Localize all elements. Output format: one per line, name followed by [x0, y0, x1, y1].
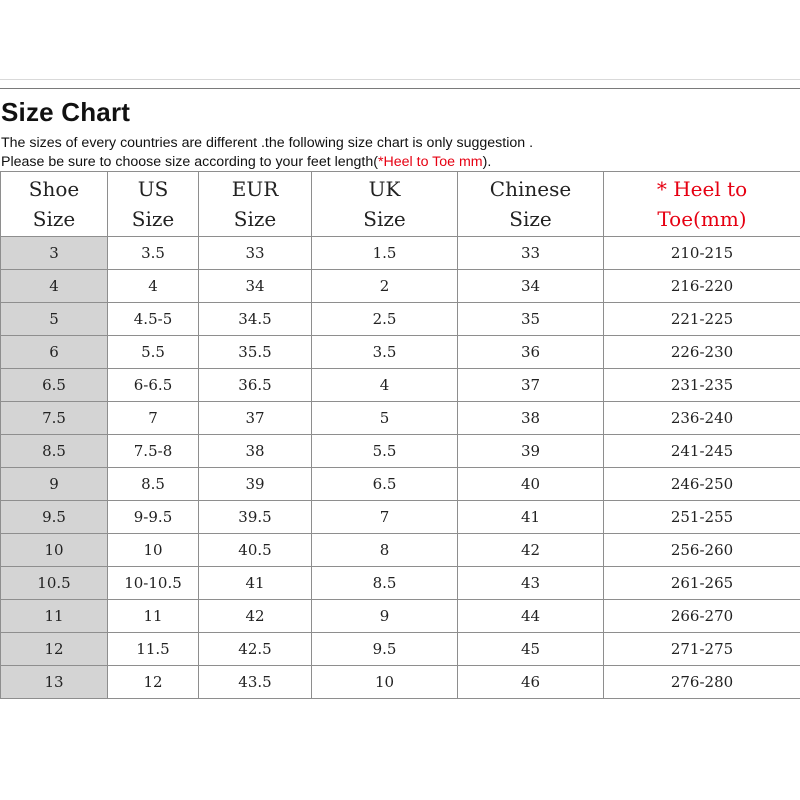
cell-eur-size: 40.5 — [199, 534, 312, 567]
cell-uk-size: 3.5 — [312, 336, 458, 369]
cell-shoe-size: 13 — [1, 666, 108, 699]
cell-chinese-size: 33 — [458, 237, 604, 270]
cell-eur-size: 39 — [199, 468, 312, 501]
cell-us-size: 4 — [108, 270, 199, 303]
table-row — [1, 237, 800, 270]
cell-uk-size: 10 — [312, 666, 458, 699]
size-note-prefix: Please be sure to choose size according to your feet length( — [1, 154, 378, 170]
header-us-size — [108, 172, 199, 237]
header-line: UK — [368, 177, 401, 201]
cell-uk-size: 6.5 — [312, 468, 458, 501]
table-row — [1, 600, 800, 633]
cell-uk-size: 5.5 — [312, 435, 458, 468]
cell-heel-to-toe: 276-280 — [604, 666, 800, 699]
cell-chinese-size: 46 — [458, 666, 604, 699]
cell-eur-size: 35.5 — [199, 336, 312, 369]
cell-heel-to-toe: 266-270 — [604, 600, 800, 633]
cell-chinese-size: 37 — [458, 369, 604, 402]
cell-heel-to-toe: 210-215 — [604, 237, 800, 270]
cell-uk-size: 8 — [312, 534, 458, 567]
cell-heel-to-toe: 261-265 — [604, 567, 800, 600]
cell-chinese-size: 36 — [458, 336, 604, 369]
cell-heel-to-toe: 216-220 — [604, 270, 800, 303]
table-row — [1, 501, 800, 534]
table-row — [1, 303, 800, 336]
size-note-suffix: ). — [482, 154, 492, 170]
cell-heel-to-toe: 271-275 — [604, 633, 800, 666]
table-row — [1, 369, 800, 402]
page-title: Size Chart — [1, 97, 131, 127]
table-row — [1, 402, 800, 435]
cell-us-size: 11 — [108, 600, 199, 633]
size-table-body — [1, 237, 800, 699]
cell-us-size: 3.5 — [108, 237, 199, 270]
cell-chinese-size: 39 — [458, 435, 604, 468]
cell-heel-to-toe: 231-235 — [604, 369, 800, 402]
cell-us-size: 11.5 — [108, 633, 199, 666]
top-divider — [0, 79, 800, 80]
cell-chinese-size: 34 — [458, 270, 604, 303]
table-row — [1, 336, 800, 369]
cell-eur-size: 36.5 — [199, 369, 312, 402]
cell-shoe-size: 9.5 — [1, 501, 108, 534]
cell-shoe-size: 7.5 — [1, 402, 108, 435]
cell-us-size: 6-6.5 — [108, 369, 199, 402]
header-divider — [0, 88, 800, 89]
cell-us-size: 4.5-5 — [108, 303, 199, 336]
cell-shoe-size: 8.5 — [1, 435, 108, 468]
cell-us-size: 10-10.5 — [108, 567, 199, 600]
cell-heel-to-toe: 246-250 — [604, 468, 800, 501]
header-uk-size — [312, 172, 458, 237]
cell-uk-size: 2.5 — [312, 303, 458, 336]
size-chart-table — [0, 171, 800, 699]
header-line: EUR — [231, 177, 279, 201]
header-line: * Heel to — [656, 177, 748, 201]
header-line: Size — [233, 207, 277, 231]
cell-heel-to-toe: 241-245 — [604, 435, 800, 468]
cell-chinese-size: 38 — [458, 402, 604, 435]
cell-eur-size: 37 — [199, 402, 312, 435]
cell-uk-size: 4 — [312, 369, 458, 402]
cell-eur-size: 34 — [199, 270, 312, 303]
cell-eur-size: 42 — [199, 600, 312, 633]
header-line: Size — [131, 207, 175, 231]
header-line: Chinese — [489, 177, 572, 201]
cell-heel-to-toe: 226-230 — [604, 336, 800, 369]
cell-uk-size: 1.5 — [312, 237, 458, 270]
cell-uk-size: 9.5 — [312, 633, 458, 666]
header-line: Shoe — [28, 177, 80, 201]
cell-uk-size: 2 — [312, 270, 458, 303]
cell-eur-size: 42.5 — [199, 633, 312, 666]
table-row — [1, 435, 800, 468]
cell-eur-size: 41 — [199, 567, 312, 600]
cell-shoe-size: 5 — [1, 303, 108, 336]
header-line: Size — [363, 207, 406, 231]
heel-to-toe-highlight: *Heel to Toe mm — [377, 154, 483, 170]
header-line: Size — [509, 207, 552, 231]
cell-shoe-size: 4 — [1, 270, 108, 303]
cell-heel-to-toe: 251-255 — [604, 501, 800, 534]
cell-heel-to-toe: 256-260 — [604, 534, 800, 567]
cell-us-size: 9-9.5 — [108, 501, 199, 534]
cell-shoe-size: 6 — [1, 336, 108, 369]
cell-chinese-size: 35 — [458, 303, 604, 336]
cell-shoe-size: 6.5 — [1, 369, 108, 402]
table-row — [1, 633, 800, 666]
cell-us-size: 8.5 — [108, 468, 199, 501]
header-heel-to-toe — [604, 172, 800, 237]
cell-us-size: 7.5-8 — [108, 435, 199, 468]
table-row — [1, 666, 800, 699]
cell-shoe-size: 10.5 — [1, 567, 108, 600]
header-line: Toe(mm) — [657, 207, 747, 231]
cell-chinese-size: 43 — [458, 567, 604, 600]
cell-eur-size: 43.5 — [199, 666, 312, 699]
cell-chinese-size: 41 — [458, 501, 604, 534]
cell-uk-size: 9 — [312, 600, 458, 633]
cell-chinese-size: 42 — [458, 534, 604, 567]
cell-chinese-size: 45 — [458, 633, 604, 666]
table-row — [1, 270, 800, 303]
cell-shoe-size: 12 — [1, 633, 108, 666]
cell-shoe-size: 10 — [1, 534, 108, 567]
table-row — [1, 468, 800, 501]
cell-us-size: 12 — [108, 666, 199, 699]
cell-heel-to-toe: 236-240 — [604, 402, 800, 435]
cell-eur-size: 34.5 — [199, 303, 312, 336]
cell-eur-size: 33 — [199, 237, 312, 270]
header-eur-size — [199, 172, 312, 237]
cell-uk-size: 7 — [312, 501, 458, 534]
cell-uk-size: 5 — [312, 402, 458, 435]
size-note-line-1: The sizes of every countries are different .the following size chart is only suggestion . — [1, 135, 534, 151]
cell-shoe-size: 3 — [1, 237, 108, 270]
table-header-row — [1, 172, 800, 237]
table-row — [1, 567, 800, 600]
cell-eur-size: 39.5 — [199, 501, 312, 534]
header-line: Size — [32, 207, 76, 231]
cell-us-size: 5.5 — [108, 336, 199, 369]
cell-shoe-size: 11 — [1, 600, 108, 633]
size-note-line-2 — [1, 153, 491, 171]
header-line: US — [137, 177, 169, 201]
cell-eur-size: 38 — [199, 435, 312, 468]
cell-chinese-size: 40 — [458, 468, 604, 501]
header-shoe-size — [1, 172, 108, 237]
cell-uk-size: 8.5 — [312, 567, 458, 600]
cell-shoe-size: 9 — [1, 468, 108, 501]
cell-heel-to-toe: 221-225 — [604, 303, 800, 336]
header-chinese-size — [458, 172, 604, 237]
cell-us-size: 10 — [108, 534, 199, 567]
cell-chinese-size: 44 — [458, 600, 604, 633]
table-row — [1, 534, 800, 567]
cell-us-size: 7 — [108, 402, 199, 435]
